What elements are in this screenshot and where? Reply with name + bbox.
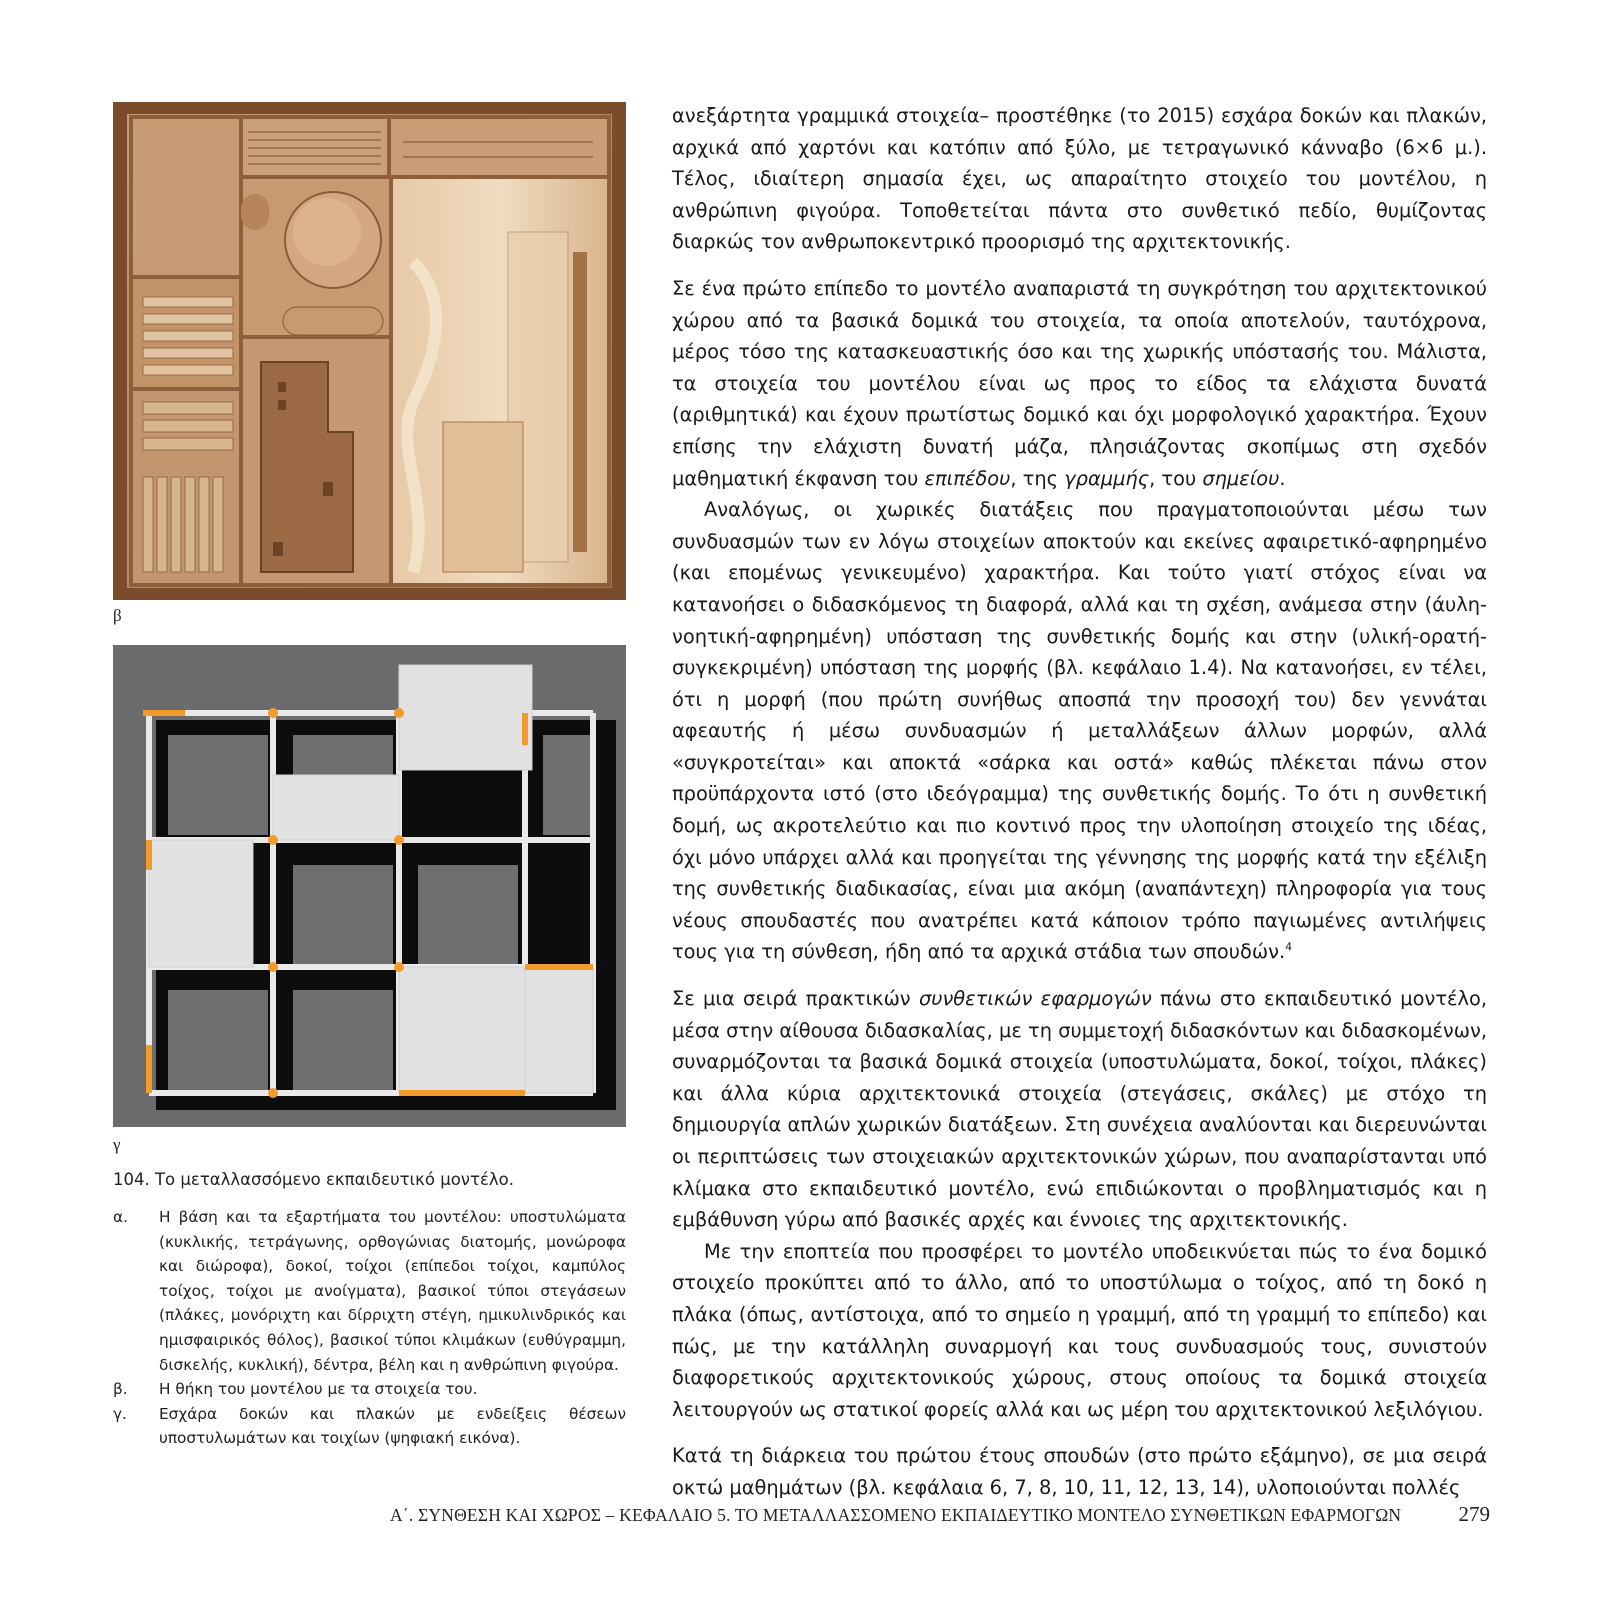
paragraph-3 bbox=[672, 494, 1487, 968]
paragraph-1: ανεξάρτητα γραμμικά στοιχεία– προστέθηκε (το 2015) εσχάρα δοκών και πλακών, αρχικά από χαρτόνι και κατόπιν από ξύλο, με τετραγωνικό κάνναβο (6×6 μ.). Τέλος, ιδιαίτερη σημασία έχει, ως απαραίτητο στοιχείο του μοντέλου, η ανθρώπινη φιγούρα. Τοποθετείται πάντα στο συνθετικό πεδίο, θυμίζοντας διαρκώς τον ανθρωποκεντρικό προορισμό της αρχιτεκτονικής. bbox=[672, 104, 1487, 254]
caption-marker: γ. bbox=[113, 1404, 127, 1423]
paragraph-5: Με την εποπτεία που προσφέρει το μοντέλο υποδεικνύεται πώς το ένα δομικό στοιχείο προκύπτει από το άλλο, από το υποστύλωμα ο τοίχος, από τη δοκό η πλάκα (όπως, αντίστοιχα, από το σημείο η γραμμή, από τη γραμμή το επίπεδο) και πώς, με την κατάλληλη συναρμογή και τους συνδυασμούς τους, συνιστούν διαφορετικούς αρχιτεκτονικούς χώρους, στους οποίους τα δομικά στοιχεία λειτουργούν ως στατικοί φορείς αλλά και ως μέρη του αρχιτεκτονικού λεξιλόγιου. bbox=[672, 1239, 1487, 1421]
figure-caption-list bbox=[113, 1205, 626, 1451]
paragraph-4 bbox=[672, 983, 1487, 1236]
caption-item-c bbox=[113, 1402, 626, 1451]
text-run: Αναλόγως, οι χωρικές διατάξεις που πραγματοποιούνται μέσω των συνδυασμών των εν λόγω στοιχείων αποκτούν και εκείνες αφαιρετικό-αφηρημένο (και επομένως γενικευμένο) χαρακτήρα. Και τούτο γιατί στόχος είναι να κατανοήσει ο διδασκόμενος τη διαφορά, αλλά και τη σχέση, ανάμεσα στην (άυλη-νοητική-αφηρημένη) υπόσταση της συνθετικής δομής και στην (υλική-ορατή-συγκεκριμένη) υπόσταση της μορφής (βλ. κεφάλαιο 1.4). Να κατανοήσει, εν τέλει, ότι η μορφή (που πρώτη συνήθως αποσπά την προσοχή του) δεν γεννάται αφεαυτής ή μέσω συνδυασμών ή μεταλλάξεων άλλων μορφών, αλλά «συγκροτείται» και αποκτά «σάρκα και οστά» καθώς πλέκεται πάνω στον προϋπάρχοντα ιστό (στο ιδεόγραμμα) της συνθετικής δομής. Το ότι η συνθετική δομή, ως ακροτελεύτιο και πιο κοντινό προς την υλοποίηση στοιχείο της ιδέας, όχι μόνο υπάρχει αλλά και προηγείται της γέννησης της μορφής κατά την εξέλιξη της συνθετικής διαδικασίας, είναι μια ακόμη (αναπάντεχη) πληροφορία για τους νέους σπουδαστές που ανατρέπει κατά κάποιον τρόπο παγιωμένες αντιλήψεις τους για τη σύνθεση, ήδη από τα αρχικά στάδια των σπουδών. bbox=[672, 498, 1487, 964]
model-case-photo bbox=[113, 102, 626, 600]
caption-marker: β. bbox=[113, 1380, 128, 1399]
text-run: Σε μια σειρά πρακτικών bbox=[672, 987, 919, 1011]
model-case-illustration bbox=[113, 102, 626, 600]
running-head: Α΄. ΣΥΝΘΕΣΗ ΚΑΙ ΧΩΡΟΣ – ΚΕΦΑΛΑΙΟ 5. ΤΟ ΜΕΤΑΛΛΑΣΣΟΜΕΝΟ ΕΚΠΑΙΔΕΥΤΙΚΟ ΜΟΝΤΕΛΟ ΣΥΝΘΕΤΙΚΩΝ ΕΦΑΡΜΟΓΩΝ bbox=[390, 1505, 1402, 1525]
italic-term: γραμμής bbox=[1064, 466, 1150, 490]
italic-term: συνθετικών εφαρμογών bbox=[918, 987, 1152, 1011]
text-run: . bbox=[1279, 466, 1286, 490]
paragraph-6: Κατά τη διάρκεια του πρώτου έτους σπουδών (στο πρώτο εξάμηνο), σε μια σειρά οκτώ μαθημάτων (βλ. κεφάλαια 6, 7, 8, 10, 11, 12, 13, 14), υλοποιούνται πολλές bbox=[672, 1444, 1487, 1499]
caption-item-b bbox=[113, 1377, 626, 1402]
caption-text: Η θήκη του μοντέλου με τα στοιχεία του. bbox=[159, 1380, 478, 1399]
footnote-ref[interactable]: 4 bbox=[1285, 940, 1293, 954]
figure-label-b: β bbox=[113, 606, 122, 625]
figure-label-g: γ bbox=[113, 1135, 121, 1154]
page-number: 279 bbox=[1458, 1502, 1490, 1526]
beam-slab-grid-diagram bbox=[113, 645, 626, 1127]
caption-item-a bbox=[113, 1205, 626, 1377]
italic-term: επιπέδου bbox=[924, 466, 1011, 490]
text-run: , του bbox=[1149, 466, 1203, 490]
main-text-column bbox=[672, 100, 1487, 1504]
italic-term: σημείου bbox=[1202, 466, 1280, 490]
caption-text: Εσχάρα δοκών και πλακών με ενδείξεις θέσεων υποστυλωμάτων και τοιχίων (ψηφιακή εικόνα). bbox=[159, 1404, 626, 1448]
paragraph-2 bbox=[672, 273, 1487, 494]
text-run: , της bbox=[1010, 466, 1065, 490]
caption-text: Η βάση και τα εξαρτήματα του μοντέλου: υποστυλώματα (κυκλικής, τετράγωνης, ορθογώνιας διατομής, μονώροφα και διώροφα), δοκοί, τοίχοι (επίπεδοι τοίχοι, καμπύλος τοίχος, τοίχοι με ανοίγματα), βασικοί τύποι στεγάσεων (πλάκες, μονόριχτη και δίρριχτη στέγη, ημικυλινδρικός και ημισφαιρικός θόλος), βασικοί τύποι κλιμάκων (ευθύγραμμη, δισκελής, κυκλική), δέντρα, βέλη και η ανθρώπινη φιγούρα. bbox=[159, 1208, 626, 1374]
text-run: πάνω στο εκπαιδευτικό μοντέλο, μέσα στην αίθουσα διδασκαλίας, με τη συμμετοχή διδασκόντων και διδασκομένων, συναρμόζονται τα βασικά δομικά στοιχεία (υποστυλώματα, δοκοί, τοίχοι, πλάκες) και άλλα κύρια αρχιτεκτονικά στοιχεία (στεγάσεις, σκάλες) με στόχο τη δημιουργία απλών χωρικών διατάξεων. Στη συνέχεια αναλύονται και διερευνώνται οι περιπτώσεις των στοιχειακών αρχιτεκτονικών χώρων, που αναπαρίστανται υπό κλίμακα στο εκπαιδευτικό μοντέλο, ενώ επιδιώκονται ο προβληματισμός και η εμβάθυνση γύρω από βασικές αρχές και έννοιες της αρχιτεκτονικής. bbox=[672, 987, 1487, 1232]
caption-marker: α. bbox=[113, 1208, 128, 1226]
grid-diagram-svg bbox=[113, 645, 626, 1127]
text-run: Σε ένα πρώτο επίπεδο το μοντέλο αναπαριστά τη συγκρότηση του αρχιτεκτονικού χώρου από τα βασικά δομικά του στοιχεία, τα οποία αποτελούν, ταυτόχρονα, μέρος τόσο της κατασκευαστικής όσο και της χωρικής υπόστασής του. Μάλιστα, τα στοιχεία του μοντέλου είναι ως προς το είδος τα ελάχιστα δυνατά (αριθμητικά) και έχουν πρωτίστως δομικό και όχι μορφολογικό χαρακτήρα. Έχουν επίσης την ελάχιστη δυνατή μάζα, πλησιάζοντας σκοπίμως στη σχεδόν μαθηματική έκφανση του bbox=[672, 276, 1487, 490]
figure-caption-title: 104. Το μεταλλασσόμενο εκπαιδευτικό μοντέλο. bbox=[113, 1170, 514, 1189]
